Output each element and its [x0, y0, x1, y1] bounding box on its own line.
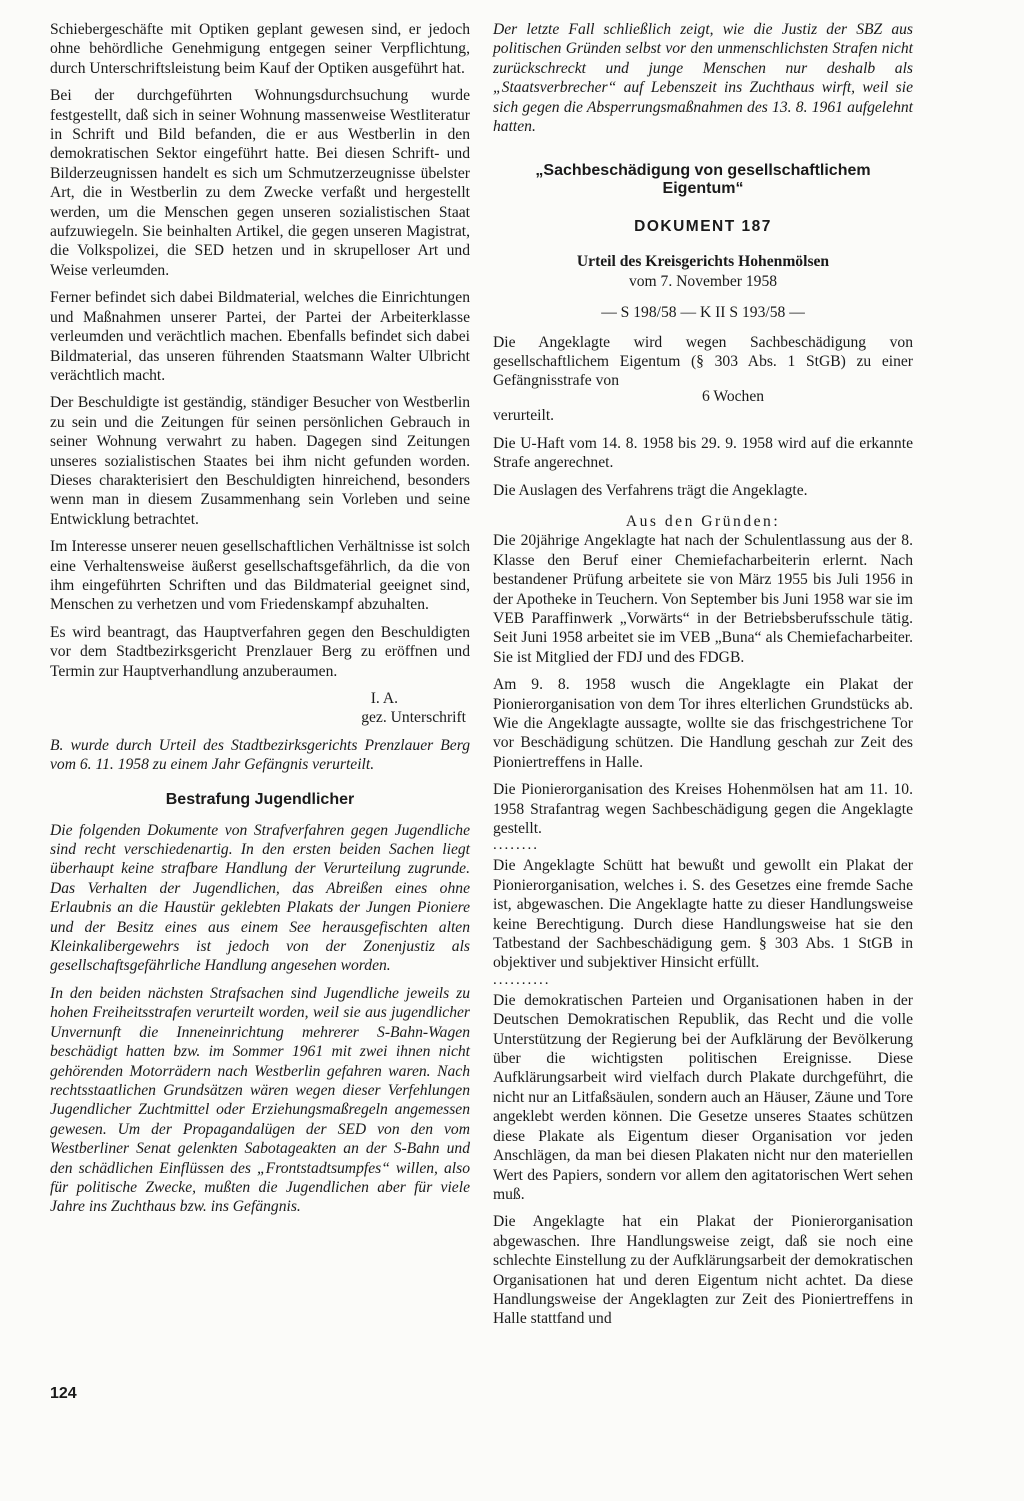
paragraph: Am 9. 8. 1958 wusch die Angeklagte ein Plakat der Pionierorganisation von dem Tor ihres elterlichen Grundstücks ab. Wie die Angeklagte aussagte, wollte sie das frischgestrichene Tor vor Beschädigung schützen. Die Handlung geschah zur Zeit des Pioniertreffens in Halle.	[493, 676, 913, 771]
section-title: Bestrafung Jugendlicher	[165, 790, 355, 808]
intro-paragraph: Die folgenden Dokumente von Strafverfahren gegen Jugendliche sind recht verschiedenartig. In den ersten beiden Sachen liegt überhaupt keine strafbare Handlung der Verurteilung zugrunde. Das Verhalten der Jugendlichen, das Abreißen eines ohne Erlaubnis an die Haustür geklebten Plakats der Jungen Pioniere und der Besitz eines aus einem See herausgefischten alten Kleinkalibergewehrs ist jedoch von der Zonenjustiz als gesellschaftsgefährliche Handlung angesehen worden.	[50, 821, 470, 975]
verdict-text: verurteilt.	[493, 407, 555, 425]
paragraph: Die Pionierorganisation des Kreises Hohenmölsen hat am 11. 10. 1958 Strafantrag wegen Sachbeschädigung gegen die Angeklagte gestellt.	[493, 781, 913, 837]
judgment-date: vom 7. November 1958	[628, 272, 778, 290]
document-number: DOKUMENT 187	[634, 218, 772, 236]
omission-dots: ........	[493, 837, 539, 854]
page-number: 124	[50, 1385, 77, 1402]
verdict-text: Die Angeklagte wird wegen Sachbeschädigung von gesellschaftlichem Eigentum (§ 303 Abs. 1 StGB) zu einer Gefängnisstrafe von	[493, 333, 913, 390]
right-column	[493, 20, 913, 1337]
paragraph: Im Interesse unserer neuen gesellschaftlichen Verhältnisse ist solch eine Verhaltensweise äußerst gesellschaftsgefährlich, da die von ihm eingeführten Schriften und das Bildmaterial geeignet sind, Menschen zu verhetzen und vom Friedenskampf abzuhalten.	[50, 538, 470, 614]
paragraph: Es wird beantragt, das Hauptverfahren gegen den Beschuldigten vor dem Stadtbezirksgericht Prenzlauer Berg zu eröffnen und Termin zur Hauptverhandlung anzuberaumen.	[50, 623, 470, 680]
paragraph: Der Beschuldigte ist geständig, ständiger Besucher von Westberlin zu sein und die Zeitungen für seinen persönlichen Gebrauch in seiner Wohnung verwahrt zu haben. Dagegen sind Zeitungen unseres sozialistischen Staates bei ihm nicht gefunden worden. Dieses charakterisiert den Beschuldigten hinreichend, besonders wenn man in diesem Zusammenhang sein Vorleben und seine Entwicklung betrachtet.	[50, 394, 470, 528]
paragraph: Die Angeklagte hat ein Plakat der Pionierorganisation abgewaschen. Ihre Handlungsweise zeigt, daß sie noch eine schlechte Einstellung zu der Aufklärungsarbeit der demokratischen Organisationen hat und deren Eigentum nicht achtet. Da diese Handlungsweise der Angeklagten zur Zeit des Pioniertreffens in Halle stattfand und	[493, 1213, 913, 1328]
paragraph: Die 20jährige Angeklagte hat nach der Schulentlassung aus der 8. Klasse den Beruf einer Chemiefacharbeiterin erlernt. Nach bestandener Prüfung arbeitete sie von März 1955 bis Juli 1956 in der Apotheke in Teuchern. Von September bis Juni 1958 war sie im VEB Paraffinwerk „Vorwärts“ in der Betriebsberufsschule tätig. Seit Juni 1958 arbeitet sie im VEB „Buna“ als Chemiefacharbeiter. Sie ist Mitglied der FDJ und des FDGB.	[493, 532, 913, 666]
reasons-heading: Aus den Gründen:	[625, 512, 781, 530]
paragraph: Schiebergeschäfte mit Optiken geplant gewesen sind, er jedoch ohne behördliche Genehmigung entgegen seiner Verpflichtung, durch Unterschriftsleistung beim Kauf der Optiken ausgeführt hat.	[50, 21, 470, 77]
paragraph: Die Auslagen des Verfahrens trägt die Angeklagte.	[493, 481, 808, 499]
court-title: Urteil des Kreisgerichts Hohenmölsen	[576, 253, 830, 271]
paragraph: Ferner befindet sich dabei Bildmaterial, welches die Einrichtungen und Maßnahmen unserer Partei, der Partei der Arbeiterklasse verleumden und verächtlich machen. Ebenfalls befindet sich dabei Bildmaterial, das unseren führenden Staatsmann Walter Ulbricht verächtlich macht.	[50, 289, 470, 384]
intro-paragraph: In den beiden nächsten Strafsachen sind Jugendliche jeweils zu hohen Freiheitsstrafen verurteilt worden, weil sie aus jugendlicher Unvernunft die Inneneinrichtung mehrerer S-Bahn-Wagen beschädigt hatten bzw. im Sommer 1961 mit zwei ihnen nicht gehörenden Motorrädern nach Westberlin gefahren waren. Nach rechtsstaatlichen Grundsätzen wären wegen dieser Verfehlungen Jugendlicher Zuchtmittel oder Erziehungsmaßregeln angemessen gewesen. Um der Propagandalügen der SED von den vom Westberliner Senat gelenkten Sabotageakten an der S-Bahn und den schädlichen Einflüssen des „Frontstadtsumpfes“ willen, also für politische Zwecke, mußten die Jugendlichen aber für viele Jahre ins Zuchthaus bzw. ins Gefängnis.	[50, 984, 470, 1216]
sentence-length: 6 Wochen	[701, 387, 765, 405]
paragraph: Die demokratischen Parteien und Organisationen haben in der Deutschen Demokratischen Republik, das Recht und die volle Unterstützung der Regierung bei der Aufklärung der Bevölkerung über die wichtigsten politischen Ereignisse. Diese Aufklärungsarbeit wird vielfach durch Plakate durchgeführt, die nicht nur an Litfaßsäulen, sondern auch an Häuser, Zäune und Tore angeklebt werden können. Die Gesetze unseres Staates schützen diese Plakate als Eigentum dieser Organisation vor jeden Anschlägen, da man bei diesen Plakaten nicht nur den materiellen Wert des Papiers, sondern vor allem den agitatorischen Wert sehen muß.	[493, 991, 913, 1203]
signature-ia: I. A.	[370, 690, 398, 707]
paragraph: Die Angeklagte Schütt hat bewußt und gewollt ein Plakat der Pionierorganisation, welches i. S. des Gesetzes eine fremde Sache ist, abgewaschen. Die Angeklagte hatte zu dieser Handlungsweise keine Berechtigung. Durch diese Handlungsweise hat sie den Tatbestand der Sachbeschädigung gem. § 303 Abs. 1 StGB in objektiver und subjektiver Hinsicht erfüllt.	[493, 857, 913, 972]
intro-paragraph: Der letzte Fall schließlich zeigt, wie die Justiz der SBZ aus politischen Gründen selbst vor den unmenschlichsten Strafen nicht zurückschreckt und junge Menschen nur deshalb als „Staatsverbrecher“ auf Lebenszeit ins Zuchthaus wirft, weil sie sich gegen die Absperrungsmaßnahmen des 13. 8. 1961 aufgelehnt hatten.	[493, 21, 913, 136]
paragraph: Die U-Haft vom 14. 8. 1958 bis 29. 9. 1958 wird auf die erkannte Strafe angerechnet.	[493, 434, 913, 472]
editorial-note: B. wurde durch Urteil des Stadtbezirksgerichts Prenzlauer Berg vom 6. 11. 1958 zu einem Jahr Gefängnis verurteilt.	[50, 736, 470, 774]
signature: gez. Unterschrift	[361, 709, 466, 727]
left-column	[50, 20, 470, 1225]
omission-dots: ..........	[493, 971, 551, 988]
section-title: „Sachbeschädigung von gesellschaftlichem Eigentum“	[535, 162, 871, 198]
paragraph: Bei der durchgeführten Wohnungsdurchsuchung wurde festgestellt, daß sich in seiner Wohnung massenweise Westliteratur in Schrift und Bild befanden, die er aus Westberlin in den demokratischen Sektor eingeführt hatte. Bei diesen Schrift- und Bilderzeugnissen handelt es sich um Schmutzerzeugnisse übelster Art, die in Westberlin zu dem Zwecke verfaßt und hergestellt werden, um die Menschen gegen unseren sozialistischen Staat aufzuwiegeln. Sie beinhalten Artikel, die gegen unseren Magistrat, die Volkspolizei, die SED hetzen und in skrupelloser Art und Weise verleumden.	[50, 87, 470, 279]
case-reference: — S 198/58 — K II S 193/58 —	[601, 304, 805, 322]
